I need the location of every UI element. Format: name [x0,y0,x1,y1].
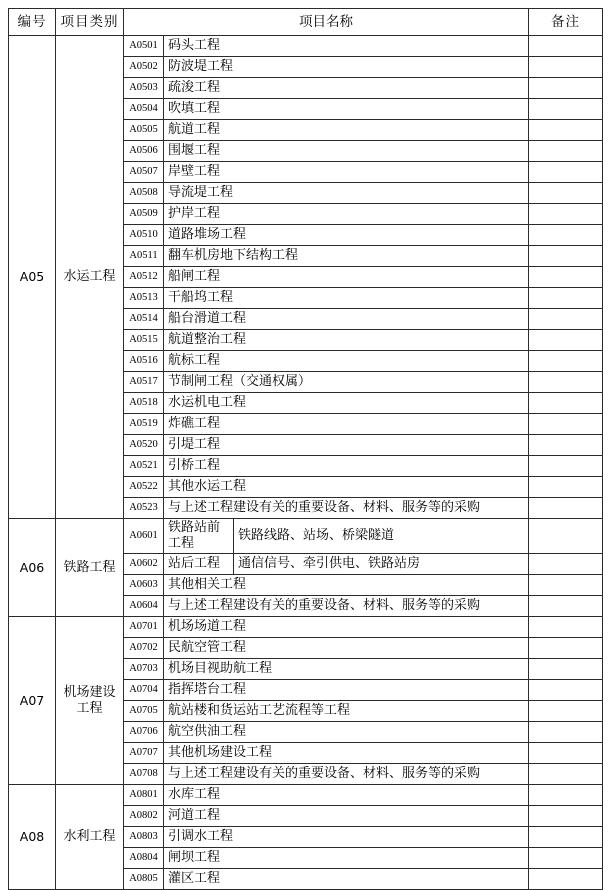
row-name: 岸壁工程 [164,162,529,183]
row-number: A0707 [124,743,164,764]
row-number: A0518 [124,393,164,414]
row-note [529,414,603,435]
row-name: 导流堤工程 [164,183,529,204]
row-number: A0512 [124,267,164,288]
row-number: A0706 [124,722,164,743]
row-number: A0708 [124,764,164,785]
row-name: 引调水工程 [164,827,529,848]
row-name: 引桥工程 [164,456,529,477]
row-number: A0704 [124,680,164,701]
row-name: 防波堤工程 [164,57,529,78]
row-note [529,372,603,393]
section-category: 铁路工程 [56,519,124,617]
row-name: 引堤工程 [164,435,529,456]
row-number: A0514 [124,309,164,330]
row-note [529,267,603,288]
row-note [529,638,603,659]
row-number: A0516 [124,351,164,372]
row-name: 炸礁工程 [164,414,529,435]
row-number: A0501 [124,36,164,57]
row-note [529,477,603,498]
table-row [9,617,603,638]
section-code: A06 [9,519,56,617]
row-name: 闸坝工程 [164,848,529,869]
row-note [529,246,603,267]
section-category: 机场建设工程 [56,617,124,785]
row-number: A0522 [124,477,164,498]
row-name: 与上述工程建设有关的重要设备、材料、服务等的采购 [164,596,529,617]
section-code: A08 [9,785,56,890]
row-note [529,162,603,183]
row-number: A0515 [124,330,164,351]
project-category-table [8,8,603,890]
row-number: A0502 [124,57,164,78]
row-name: 民航空管工程 [164,638,529,659]
row-note [529,743,603,764]
row-name: 船台滑道工程 [164,309,529,330]
row-number: A0520 [124,435,164,456]
row-number: A0506 [124,141,164,162]
row-name: 指挥塔台工程 [164,680,529,701]
row-detail: 通信信号、牵引供电、铁路站房 [234,554,529,575]
row-note [529,393,603,414]
row-name: 道路堆场工程 [164,225,529,246]
row-number: A0705 [124,701,164,722]
row-note [529,351,603,372]
row-note [529,141,603,162]
row-name: 船闸工程 [164,267,529,288]
row-number: A0604 [124,596,164,617]
row-note [529,701,603,722]
row-number: A0602 [124,554,164,575]
row-name: 疏浚工程 [164,78,529,99]
row-name: 水库工程 [164,785,529,806]
row-name: 码头工程 [164,36,529,57]
row-number: A0509 [124,204,164,225]
row-name: 河道工程 [164,806,529,827]
row-note [529,36,603,57]
row-number: A0519 [124,414,164,435]
row-number: A0801 [124,785,164,806]
row-number: A0702 [124,638,164,659]
table-header [9,9,603,36]
section-code: A05 [9,36,56,519]
header-code: 编号 [9,9,56,36]
header-name: 项目名称 [124,9,529,36]
row-number: A0802 [124,806,164,827]
row-note [529,764,603,785]
row-note [529,659,603,680]
row-name: 其他机场建设工程 [164,743,529,764]
row-note [529,183,603,204]
row-note [529,498,603,519]
row-number: A0701 [124,617,164,638]
row-name: 航空供油工程 [164,722,529,743]
row-note [529,596,603,617]
row-number: A0503 [124,78,164,99]
row-name: 灌区工程 [164,869,529,890]
row-number: A0703 [124,659,164,680]
row-note [529,806,603,827]
row-note [529,827,603,848]
row-note [529,680,603,701]
row-note [529,57,603,78]
row-number: A0603 [124,575,164,596]
row-name: 航道整治工程 [164,330,529,351]
row-note [529,78,603,99]
row-name: 航站楼和货运站工艺流程等工程 [164,701,529,722]
row-name: 翻车机房地下结构工程 [164,246,529,267]
row-note [529,785,603,806]
section-category: 水利工程 [56,785,124,890]
row-name: 航道工程 [164,120,529,141]
header-category: 项目类别 [56,9,124,36]
row-subname: 铁路站前工程 [164,519,234,554]
row-number: A0505 [124,120,164,141]
table-row [9,36,603,57]
row-name: 干船坞工程 [164,288,529,309]
row-detail: 铁路线路、站场、桥梁隧道 [234,519,529,554]
row-name: 围堰工程 [164,141,529,162]
row-number: A0513 [124,288,164,309]
row-note [529,519,603,554]
row-number: A0508 [124,183,164,204]
row-note [529,617,603,638]
header-row [9,9,603,36]
row-name: 与上述工程建设有关的重要设备、材料、服务等的采购 [164,764,529,785]
row-number: A0523 [124,498,164,519]
row-number: A0507 [124,162,164,183]
row-note [529,204,603,225]
row-note [529,869,603,890]
row-note [529,225,603,246]
row-number: A0511 [124,246,164,267]
row-number: A0510 [124,225,164,246]
row-note [529,848,603,869]
row-number: A0517 [124,372,164,393]
row-name: 机场场道工程 [164,617,529,638]
row-number: A0521 [124,456,164,477]
section-code: A07 [9,617,56,785]
row-note [529,435,603,456]
row-note [529,554,603,575]
row-note [529,722,603,743]
row-name: 吹填工程 [164,99,529,120]
row-number: A0601 [124,519,164,554]
row-name: 航标工程 [164,351,529,372]
row-note [529,575,603,596]
row-name: 其他水运工程 [164,477,529,498]
row-number: A0805 [124,869,164,890]
header-note: 备注 [529,9,603,36]
table-row [9,519,603,554]
row-name: 其他相关工程 [164,575,529,596]
row-name: 与上述工程建设有关的重要设备、材料、服务等的采购 [164,498,529,519]
section-category: 水运工程 [56,36,124,519]
row-note [529,330,603,351]
row-number: A0804 [124,848,164,869]
row-name: 水运机电工程 [164,393,529,414]
row-note [529,120,603,141]
row-note [529,288,603,309]
row-number: A0504 [124,99,164,120]
row-name: 机场目视助航工程 [164,659,529,680]
table-row [9,785,603,806]
row-subname: 站后工程 [164,554,234,575]
row-number: A0803 [124,827,164,848]
row-name: 节制闸工程（交通权属） [164,372,529,393]
row-note [529,309,603,330]
row-note [529,99,603,120]
table-body [9,36,603,890]
row-name: 护岸工程 [164,204,529,225]
row-note [529,456,603,477]
